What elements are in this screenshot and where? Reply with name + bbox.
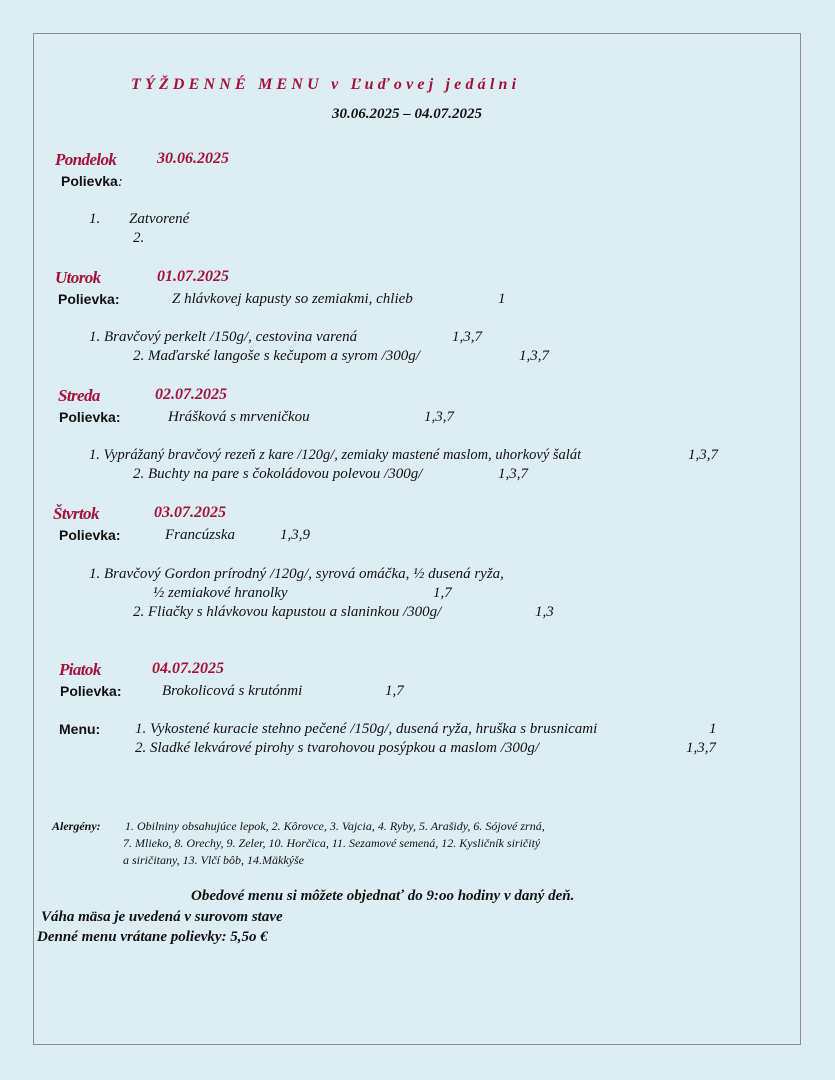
menu-date-range: 30.06.2025 – 04.07.2025 — [332, 106, 482, 122]
menu-item-continued: ½ zemiakové hranolky — [153, 585, 288, 601]
menu-item-allergens: 1,3 — [535, 604, 554, 620]
menu-item-allergens: 1,3,7 — [452, 329, 482, 345]
allergen-line: 1. Obilniny obsahujúce lepok, 2. Kôrovce, 3. Vajcia, 4. Ryby, 5. Arašidy, 6. Sójové zrná, — [125, 819, 545, 833]
menu-item-number: 1. — [89, 211, 101, 227]
menu-item: 2. Sladké lekvárové pirohy s tvarohovou posýpkou a maslom /300g/ — [135, 740, 540, 756]
day-name: Utorok — [55, 268, 101, 287]
soup-label: Polievka: — [58, 291, 120, 307]
soup-name: Hrášková s mrveničkou — [168, 409, 310, 425]
allergen-line: a siričitany, 13. Vlčí bôb, 14.Mäkkýše — [123, 853, 304, 867]
allergen-label: Alergény: — [52, 819, 101, 833]
menu-item-number: 2. — [133, 230, 145, 246]
soup-label: Polievka: — [59, 527, 121, 543]
menu-item: Zatvorené — [129, 211, 190, 227]
day-date: 30.06.2025 — [157, 150, 229, 167]
day-name: Piatok — [59, 660, 101, 679]
menu-item-allergens: 1,3,7 — [498, 466, 528, 482]
menu-item: 1. Vykostené kuracie stehno pečené /150g/, dusená ryža, hruška s brusnicami — [135, 721, 598, 737]
soup-row — [61, 173, 123, 191]
soup-name: Brokolicová s krutónmi — [162, 683, 303, 699]
soup-allergens: 1,3,7 — [424, 409, 454, 425]
soup-name: Z hlávkovej kapusty so zemiakmi, chlieb — [172, 291, 413, 307]
menu-item-allergens: 1 — [709, 721, 717, 737]
menu-item-allergens: 1,3,7 — [688, 447, 718, 463]
price-note: Denné menu vrátane polievky: 5,5o € — [37, 929, 268, 945]
menu-item: 2. Buchty na pare s čokoládovou polevou /300g/ — [133, 466, 423, 482]
allergen-line: 7. Mlieko, 8. Orechy, 9. Zeler, 10. Horčica, 11. Sezamové semená, 12. Kysličník siričitý — [123, 836, 541, 850]
day-name: Streda — [58, 386, 100, 405]
menu-item-allergens: 1,3,7 — [519, 348, 549, 364]
soup-label: Polievka — [61, 173, 118, 189]
menu-item: 1. Bravčový Gordon prírodný /120g/, syrová omáčka, ½ dusená ryža, — [89, 566, 504, 582]
day-name: Pondelok — [55, 150, 117, 169]
menu-item: 1. Bravčový perkelt /150g/, cestovina varená — [89, 329, 358, 345]
soup-label: Polievka: — [60, 683, 122, 699]
menu-item: 1. Vyprážaný bravčový rezeň z kare /120g/, zemiaky mastené maslom, uhorkový šalát — [89, 447, 582, 463]
day-date: 04.07.2025 — [152, 660, 224, 677]
soup-allergens: 1,7 — [385, 683, 404, 699]
day-date: 02.07.2025 — [155, 386, 227, 403]
soup-allergens: 1,3,9 — [280, 527, 310, 543]
soup-label: Polievka: — [59, 409, 121, 425]
day-name: Štvrtok — [53, 504, 99, 523]
menu-title: TÝŽDENNÉ MENU v Ľuďovej jedálni — [131, 76, 521, 93]
menu-item: 2. Maďarské langoše s kečupom a syrom /300g/ — [133, 348, 420, 364]
day-date: 03.07.2025 — [154, 504, 226, 521]
menu-item-allergens: 1,7 — [433, 585, 452, 601]
soup-colon: : — [117, 174, 123, 190]
day-date: 01.07.2025 — [157, 268, 229, 285]
meat-weight-note: Váha mäsa je uvedená v surovom stave — [41, 909, 283, 925]
menu-item: 2. Fliačky s hlávkovou kapustou a slaninkou /300g/ — [133, 604, 442, 620]
soup-allergens: 1 — [498, 291, 506, 307]
order-deadline-note: Obedové menu si môžete objednať do 9:oo hodiny v daný deň. — [191, 888, 575, 904]
menu-label: Menu: — [59, 721, 101, 737]
menu-item-allergens: 1,3,7 — [686, 740, 716, 756]
soup-name: Francúzska — [165, 527, 235, 543]
